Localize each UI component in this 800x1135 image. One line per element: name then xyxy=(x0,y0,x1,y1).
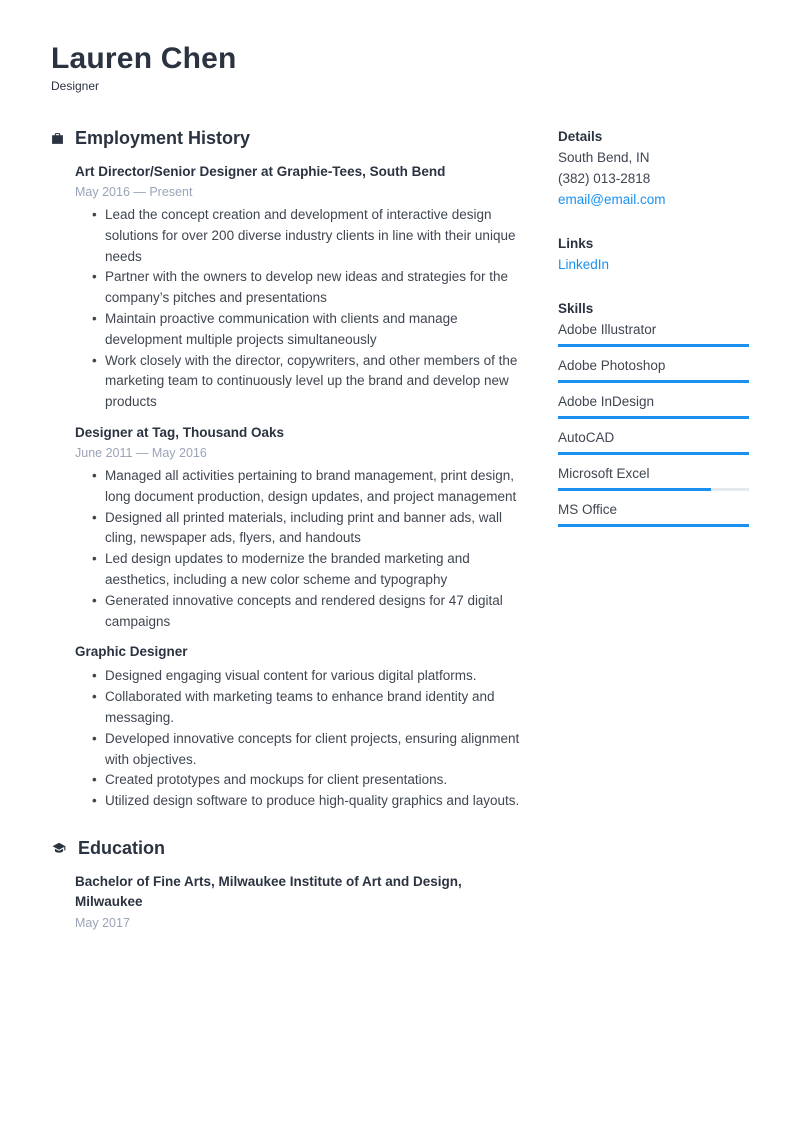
bullet-item: • Created prototypes and mockups for client presentations. xyxy=(105,770,525,791)
skill-bar-track xyxy=(558,416,749,419)
bullet-item: • Maintain proactive communication with clients and manage development multiple projects simultaneously xyxy=(105,309,525,351)
skill-item xyxy=(558,355,749,383)
details-line: South Bend, IN xyxy=(558,150,650,165)
skill-bar-track xyxy=(558,452,749,455)
graduation-cap-icon xyxy=(51,841,67,855)
bullet-item: • Lead the concept creation and development of interactive design solutions for over 200 diverse industry clients in line with their unique needs xyxy=(105,205,525,267)
skill-bar-fill xyxy=(558,488,711,491)
employment-section-heading xyxy=(51,126,525,150)
job-bullets xyxy=(75,666,525,812)
bullet-item: • Partner with the owners to develop new ideas and strategies for the company’s pitches and presentations xyxy=(105,267,525,309)
main-column xyxy=(51,126,525,932)
job-entry xyxy=(75,423,525,632)
skill-name: Adobe Photoshop xyxy=(558,358,666,373)
skill-bar-track xyxy=(558,524,749,527)
skill-bar-fill xyxy=(558,380,749,383)
job-period: May 2016 — Present xyxy=(75,185,193,199)
jobs-list xyxy=(51,162,525,812)
bullet-item: • Designed engaging visual content for various digital platforms. xyxy=(105,666,525,687)
skill-bar-fill xyxy=(558,344,749,347)
skills-heading: Skills xyxy=(558,301,594,316)
bullet-item: • Managed all activities pertaining to brand management, print design, long document production, design updates, and project management xyxy=(105,466,525,508)
skill-item xyxy=(558,319,749,347)
details-section xyxy=(558,126,749,210)
job-title: Graphic Designer xyxy=(75,644,188,660)
skill-bar-track xyxy=(558,380,749,383)
bullet-item: • Collaborated with marketing teams to enhance brand identity and messaging. xyxy=(105,687,525,729)
bullet-item: • Developed innovative concepts for client projects, ensuring alignment with objectives. xyxy=(105,729,525,771)
links-heading: Links xyxy=(558,236,594,251)
job-entry xyxy=(75,642,525,812)
job-period: June 2011 — May 2016 xyxy=(75,445,207,460)
employment-history-section xyxy=(51,126,525,812)
employment-section-title: Employment History xyxy=(75,128,251,148)
sidebar xyxy=(558,126,749,932)
bullet-item: • Generated innovative concepts and rendered designs for 47 digital campaigns xyxy=(105,591,525,633)
skill-item xyxy=(558,391,749,419)
education-section-title: Education xyxy=(78,837,166,858)
job-entry xyxy=(75,162,525,413)
person-job-title: Designer xyxy=(51,79,100,93)
skill-bar-fill xyxy=(558,524,749,527)
education-entry xyxy=(75,872,525,932)
skill-name: Adobe InDesign xyxy=(558,394,655,409)
bullet-item: • Designed all printed materials, including print and banner ads, wall cling, newspaper ads, flyers, and handouts xyxy=(105,508,525,550)
skill-name: MS Office xyxy=(558,502,618,517)
job-bullets xyxy=(75,466,525,632)
skill-bar-track xyxy=(558,344,749,347)
bullet-item: • Led design updates to modernize the branded marketing and aesthetics, including a new color scheme and typography xyxy=(105,549,525,591)
education-section-heading xyxy=(51,836,525,860)
skill-name: Adobe Illustrator xyxy=(558,322,657,337)
links-section xyxy=(558,233,749,275)
skill-item xyxy=(558,499,749,527)
skills-list xyxy=(558,319,749,527)
details-line: (382) 013-2818 xyxy=(558,171,651,186)
person-name: Lauren Chen xyxy=(51,42,237,75)
briefcase-icon xyxy=(51,132,64,145)
email-link[interactable]: email@email.com xyxy=(558,192,666,207)
education-list xyxy=(51,872,525,932)
bullet-item: • Utilized design software to produce high-quality graphics and layouts. xyxy=(105,791,525,812)
skill-name: Microsoft Excel xyxy=(558,466,650,481)
bullet-item: • Work closely with the director, copywriters, and other members of the marketing team to continuously level up the brand and develop new products xyxy=(105,351,525,413)
job-bullets xyxy=(75,205,525,413)
skill-bar-track xyxy=(558,488,749,491)
skill-item xyxy=(558,427,749,455)
skill-bar-fill xyxy=(558,452,749,455)
education-section xyxy=(51,836,525,932)
skills-section xyxy=(558,298,749,527)
job-title: Art Director/Senior Designer at Graphie-Tees, South Bend xyxy=(75,164,446,179)
resume-body xyxy=(51,126,749,932)
education-period: May 2017 xyxy=(75,915,130,930)
skill-name: AutoCAD xyxy=(558,430,615,445)
resume-header xyxy=(51,42,749,94)
links-list xyxy=(558,254,749,275)
skill-bar-fill xyxy=(558,416,749,419)
skill-item xyxy=(558,463,749,491)
education-degree: Bachelor of Fine Arts, Milwaukee Institute of Art and Design, Milwaukee xyxy=(75,873,462,909)
details-lines xyxy=(558,147,749,189)
details-heading: Details xyxy=(558,129,603,144)
job-title: Designer at Tag, Thousand Oaks xyxy=(75,424,285,440)
linkedin-link[interactable]: LinkedIn xyxy=(558,257,610,272)
